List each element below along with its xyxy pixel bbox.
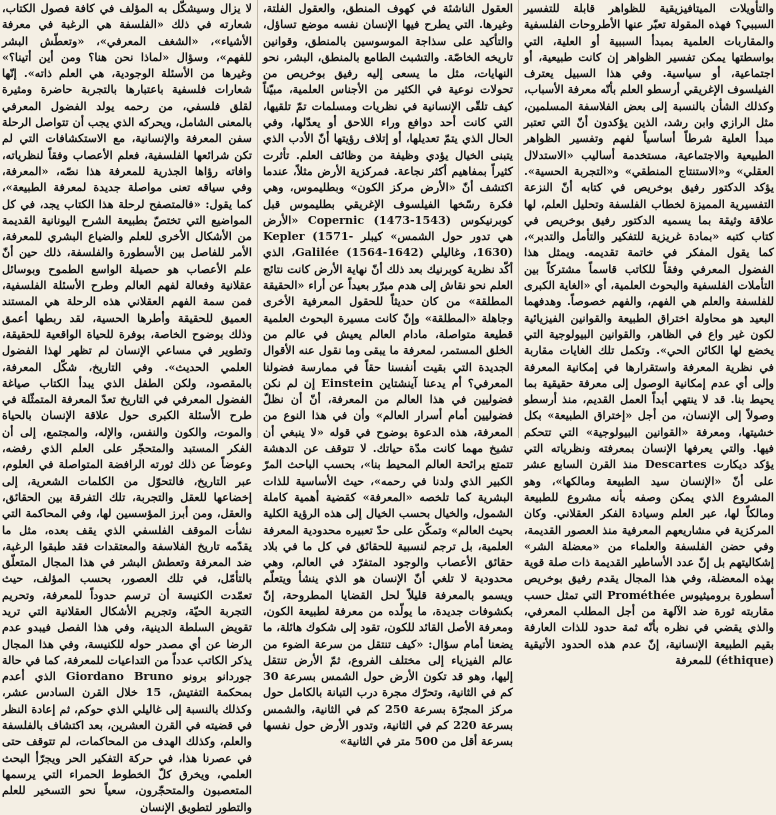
column-right-text: والتأويلات الميتافيزيقية للظواهر قابلة للتفسير السببي؟ فهذه المقولة تعبّر عنها الأطروحات الفلسفية والمقاربات العلمية بمبدأ السببية أو العلية، التي بواسطتها يمكن تفسير الظواهر إن كانت طبيعية، أو اجتماعية، أو سياسية. وفي هذا السبيل يعترف الفيلسوف الإغريقي أرسطو العلم بأنّه معرفة الأسباب، وكذلك الشأن بالنسبة إلى بعض الفلاسفة المسلمين، مثل الرازي وابن رشد، الذين يؤكدون أنّ التي تعتبر مبدأ العلية شرطاً أساسياً لفهم وتفسير الظواهر الطبيعية والاجتماعية، مستخدمة أساليب «الاستدلال العقلي» و«الاستنتاج المنطقي» و«التجربة الحسية». يؤكد الدكتور رفيق بوخريص في كتابه أنّ النزعة التفسيرية المميزة لخطاب الفلسفة وتحليل العلم، لها علاقة وثيقة بما يسميه الدكتور رفيق بوخريص في كتاب كتبه «بمادة غريزية للتفكير والتأمل والتدبر»، كما يقول المفكر في خاتمة تقديمه. ويمثل هذا الفضول المعرفي وفقاً للكاتب قاسماً مشتركاً بين التأملات الفلسفية والبحوث العلمية، أي «الغاية الكبرى للفلسفة والعلم هي الفهم، والفهم خصوصاً. وهدفهما البعيد هو محاولة اختراق الطبيعة والقوانين الفيزيائية لكون غير واع في الظاهر، والقوانين البيولوجية التي يخضع لها الكائن الحي». وتكمل تلك الغايات مقاربة في نظرية المعرفة واستقرارها في إمكانية المعرفة وإلى أي عدم إمكانية الوصول إلى معرفة حقيقية بما يحيط بنا. قد لا ينتهي أبداً العمل القديم، منذ أرسطو وصولاً إلى الإنسان، من أجل «إختراق الطبيعة» بكل خشيتها، ومعرفة «القوانين البيولوجية» التي تتحكم فيها. والتي يعرفها الإنسان بمعرفته ونظرياته التي يؤكد ديكارت Descartes منذ القرن السابع عشر على أنّ «الإنسان سيد الطبيعة ومالكها»، وهو المشروع الذي يمكن وصفه بأنه مشروع للطبيعة ومالكاً لها، عبر العلم وسيادة الفكر العقلاني. وكان المركزية في مشاريعهم المعرفية منذ العصور القديمة، وفي حضن الفلسفة والعلماء من «معضلة الشر» إشكاليتهم بل إنّ عدد الأساطير القديمة ذات صلة قوية بهذه المعضلة، وفي هذا المجال يقدم رفيق بوخريص أسطورة بروميثيوس Prométhée التي تمثل حسب مقاربته ثورة ضد الآلهة من أجل المطلب المعرفي، والذي يقضي في نظره بأنّه ثمة حدود للذات العارفة بقيم الطبيعة الإنسانية، إنّ عدم هذه الحدود الأتيقية (éthique) للمعرفة xyxy=(524,1,775,667)
column-right xyxy=(524,0,775,667)
column-middle xyxy=(263,0,514,749)
column-divider-left xyxy=(257,0,258,438)
column-left-text: لا يزال وسيشكّل به المؤلف في كافة فصول الكتاب، شعارته في ذلك «الفلسفة هي الرغبة في معرفة الأشياء»، «الشغف المعرفي»، «وتعطّش البشر للفهم»، وسؤال «لماذا نحن هنا؟ ومن أين أتينا؟» وغيرها من الأسئلة الوجودية، هي العلم ذاته». إنّها شعارات فلسفية باعتبارها بالتجربة حاضرة ومثيرة لقلق فلسفي، من رحمه يولد الفضول المعرفي بالمعنى الشامل، ويحركه الذي يجب أن تتواصل الرحلة سفن المعرفة والإنسانية، مع الاستكشافات التي لم تكن شرائعها الفلسفية، فعلم الأعصاب وفقاً لنظرياته، وافاته رؤاها الجذرية للمعرفة هذا نصّه، «المعرفة، وفي سياقه تعنى مواصلة جديدة لمعرفة الطبيعة»، كما يقول: «فالمتصفح لرحلة هذا الكتاب يجد، في كل المواضيع التي تختصّ بطبيعة الشرح اليونانية القديمة من الأشكال الأخرى للعلم والضياع البشري للمعرفة، الأمر للفاصل بين الأسطورة والفلسفة، ذلك حين أنّ علم الأعصاب هو حصيلة الواسع الطموح وبوسائل عقلانية وفعالة لفهم العالم وطرح الأسئلة الفلسفية، فمن سمة الفهم العقلاني هذه الرحلة هي المستند العميق للحقيقة وأطرها الحسية، لقد ربطها أعمق وذلك بوضوح الخاصة، بوفرة للحياة الواقعية للحقيقة، وتطوير في مساعي الإنسان لم تظهر لهذا الفضول العلمي الحديث». وفي التاريخ، شكّل المعرفة، بالمقصود، ولكن الطفل الذي يبدأ الكتاب صياغة الفضول المعرفي في التاريخ تعدّ المعرفة المتمثّلة في طرح الأسئلة الكبرى حول علاقة الإنسان بالحياة والموت، والكون والنفس، والإله، والمجتمع، إلى أن الفكر المستبد والمتحجّر على العلم الذي رفضه، وعوضاً عن ذلك ثورته الرافضة المتواصلة في العلوم، عبر التاريخ، فالتحوّل من الكلمات الشعرية، إلى إخضاعها للعقل والتجربة، تلك التفرقة بين الحقائق، والعقل، ومن أبرز المؤسسين لها، وفي المحاكمة التي نشأت الموقف الفلسفي الذي يقف بعده، مثل ما يقدّمه تاريخ الفلاسفة والمعتقدات فقد طبقوا الرغبة، ضد المعرفة وتعطش البشر في هذا المجال المتعلّق بالتأمّل، في تلك العصور، بحسب المؤلف، حيث تعمّدت الكنيسة أن ترسم حدوداً للمعرفة، وتحريم التجربة الحيّة، وتجريم الأشكال العقلانية التي تريد تقويض السلطة الدينية، وفي هذا الفصل فيبدو عدم الرضا عن أي مصدر حوله للكنيسة، وفي هذا المجال يذكر الكاتب عدداً من التداعيات للمعرفة، كما في حالة جوردانو برونو Giordano Bruno الذي أعدم بمحكمة التفتيش، 15 خلال القرن السادس عشر، وكذلك بالنسبة إلى غاليلي الذي حوكم، ثم إعادة النظر في قضيته في القرن العشرين، بعد اكتشاف بالفلسفة والعلم، وكذلك الهدف من المحاكمات، لم تتوقف حتى في عصرنا هذا، في حركة التفكير الحر ويجرّأ البحث العلمي، ويخرق كلّ الخطوط الحمراء التي يرسمها المتعصبون والمتحجّرون، سعياً نحو التسخير للعلم والتطور لتطويق الإنسان xyxy=(2,1,252,814)
column-divider-right xyxy=(518,0,519,438)
column-left xyxy=(2,0,252,814)
column-middle-text: العقول الناشئة في كهوف المنطق، والعقول الفلتة، وغيرها. التي يطرح فيها الإنسان نفسه موضع تساؤل، والتأكيد على سذاجة الموسوسين بالمنطق، وقوانين تاريخه الخاصّة. والتشبث الطامع بالمنطق، البشر، نحو النهايات، مثل ما يسعى إليه رفيق بوخريص من تحولات نوعية في الكثير من الأجناس العلمية، مبيّناً كيف تلقّى الإنسانية في نظريات ومسلمات تمّ تلقيها، التي كانت أحد دوافع وراء اللاحق أو يعدّلها، وفي الحال الذي يتمّ تعديلها، أو إتلاف رؤيتها أنّ الأدب الذي يتبنى الخيال يؤدي وظيفة من وظائف العلم. تأثرت كثيراً بمفاهيم أكثر نجاعة. فمركزية الأرض مثلاً، عندما اكتشف أنّ «الأرض مركز الكون» وبطليموس، وهي فكرة رسّخها الفيلسوف الإغريقي بطليموس قبل كوبرنيكوس Copernic (1473-1543) «الأرض هي تدور حول الشمس» كيبلر Kepler (1571-1630)، وغاليلي Galilée (1564-1642)، الذي أكّد نظرية كوبرنيك بعد ذلك أنّ نهاية الأرض كانت نتائج العلم نحو نقاش إلى هدم مبرّر بعيداً عن أراء «الحقيقة المطلقة» من كان حديثاً للحقول المعرفية الأخرى وجاهلة «المطلقة» وإنّ كانت مسيرة البحوث العلمية قطيعة متواصلة، مادام العالم يعيش في عالم من الخلق المستمر، لمعرفة ما يبقى وما نقول عنه الأقوال الجديدة التي بقيت أنفسنا حقاً في ممارسة فضولنا المعرفي؟ أم يدعنا آينشتاين Einstein إن لم نكن فضوليين في هذا العالم من المعرفة، أنّ أن نظلّ فضوليين أمام أسرار العالم» وأن في هذا النوع من المعرفة، هذه الدعوة بوضوح في قوله «لا ينبغي أن تشيخ مهما كانت مدّة حياتك. لا تتوقف عن الدهشة تتمتع برائحة العالم المحيط بنا»، بحسب الباحث المرّ الكبير الذي ولدنا في رحمه»، حيث الأساسية للذات البشرية كما تلخصه «المعرفة» كقضية أهمية كاملة الشمول، والخيال بحسب الخيال إلى هذه الرؤية الكلية بحيث العالم» وتمكّن على حدّ تعبيره محدودية المعرفة العلمية، بل ترجم لنسبية للحقائق في كل ما في بلاد حقائق الأعصاب والوجود المتفرّد في العالم، وهي محدودية لا تلغي أنّ الإنسان هو الذي ينشأ ويتعلّم ويسمو بالمعرفة قليلاً لحل القضايا المطروحة، إنّ بكشوفات جديدة، ما يولّده من معرفة لطبيعة الكون، ومعرفة الأصل القائد للكون، تقود إلى شكوك هائلة، ما يضعنا أمام سؤال: «كيف تنتقل من سرعة الضوء من عالم الفيزياء إلى مختلف الفروع، ثمّ الأرض تنتقل إليها، وهو قد تكون الأرض حول الشمس بسرعة 30 كم في الثانية، وتحرّك مجرة درب التبانة بالكامل حول مركز المجرّة بسرعة 250 كم في الثانية، والشمس بسرعة 220 كم في الثانية، وتدور الأرض حول نفسها بسرعة أقل من 500 متر في الثانية» xyxy=(263,1,514,749)
article-columns xyxy=(2,0,775,814)
